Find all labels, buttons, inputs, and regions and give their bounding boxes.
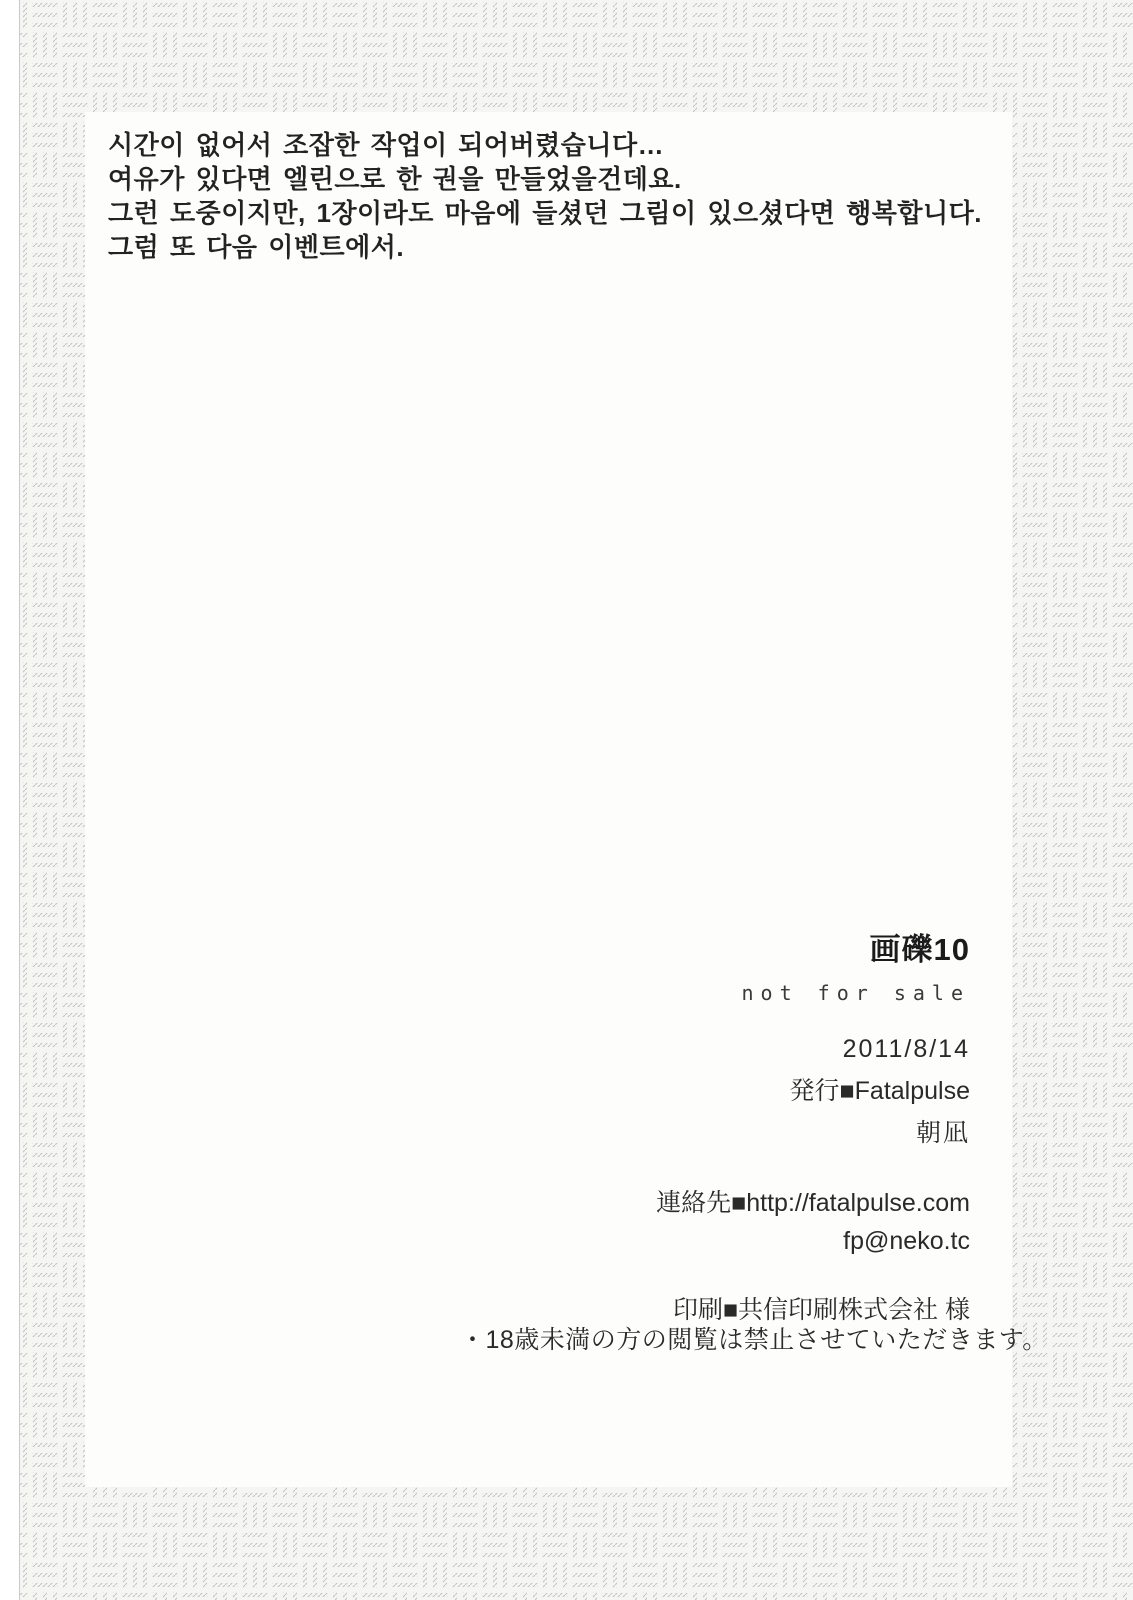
translator-note — [108, 128, 982, 264]
content-panel — [85, 112, 1048, 1487]
not-for-sale-label: not for sale — [741, 981, 970, 1005]
note-line-2: 여유가 있다면 엘린으로 한 권을 만들었을건데요. — [108, 164, 682, 194]
note-line-1: 시간이 없어서 조잡한 작업이 되어버렸습니다… — [108, 130, 665, 160]
note-line-3: 그런 도중이지만, 1장이라도 마음에 들셨던 그림이 있으셨다면 행복합니다. — [108, 198, 982, 228]
doujin-title: 画礫10 — [869, 932, 970, 967]
circle-name: 朝凪 — [915, 1119, 970, 1147]
contact-email: fp@neko.tc — [843, 1227, 970, 1255]
age-restriction-notice: ・18歳未満の方の閲覧は禁止させていただきます。 — [460, 1326, 1048, 1354]
colophon-block — [656, 924, 970, 1326]
publisher-line: 発行■Fatalpulse — [789, 1077, 970, 1105]
printer-line: 印刷■共信印刷株式会社 様 — [672, 1296, 970, 1324]
note-line-4: 그럼 또 다음 이벤트에서. — [108, 232, 405, 262]
scan-edge-strip — [0, 0, 20, 1600]
publication-date: 2011/8/14 — [842, 1035, 970, 1063]
contact-line: 連絡先■http://fatalpulse.com — [656, 1189, 970, 1217]
